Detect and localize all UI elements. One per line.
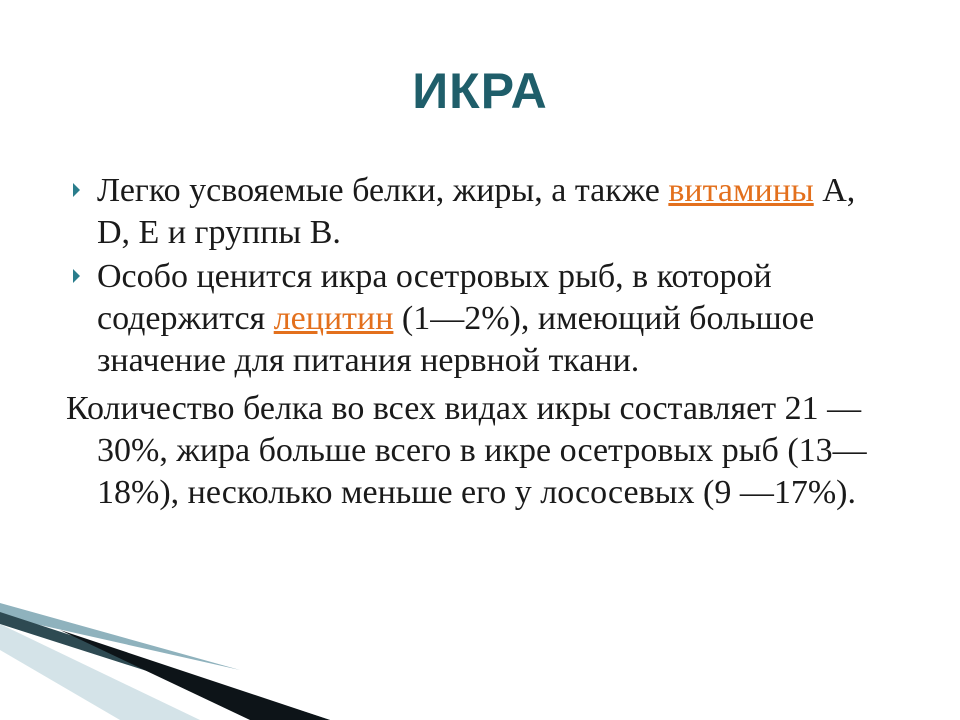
slide-title: ИКРА — [412, 63, 548, 119]
bullet-text-after: (1—2%), имеющий большое значение для питания нервной ткани. — [97, 300, 815, 379]
link-vitamins[interactable]: витамины — [668, 172, 814, 209]
bullet-text-before: Легко усвояемые белки, жиры, а также — [97, 172, 669, 209]
bullet-arrow-icon — [73, 269, 80, 283]
bullet-item — [66, 170, 896, 254]
slide-content — [66, 170, 896, 514]
bullet-item — [66, 256, 896, 382]
link-lecithin[interactable]: лецитин — [273, 300, 394, 337]
bullet-text-after: A, D, E и группы B. — [97, 172, 856, 251]
protein-paragraph: Количество белка во всех видах икры составляет 21 —30%, жира больше всего в икре осетровых рыб (13— 18%), несколько меньше его у лососевых (9 —17%). — [66, 390, 867, 511]
bullet-arrow-icon — [73, 183, 80, 197]
bullet-text-before: Особо ценится икра осетровых рыб, в которой содержится — [97, 258, 772, 337]
